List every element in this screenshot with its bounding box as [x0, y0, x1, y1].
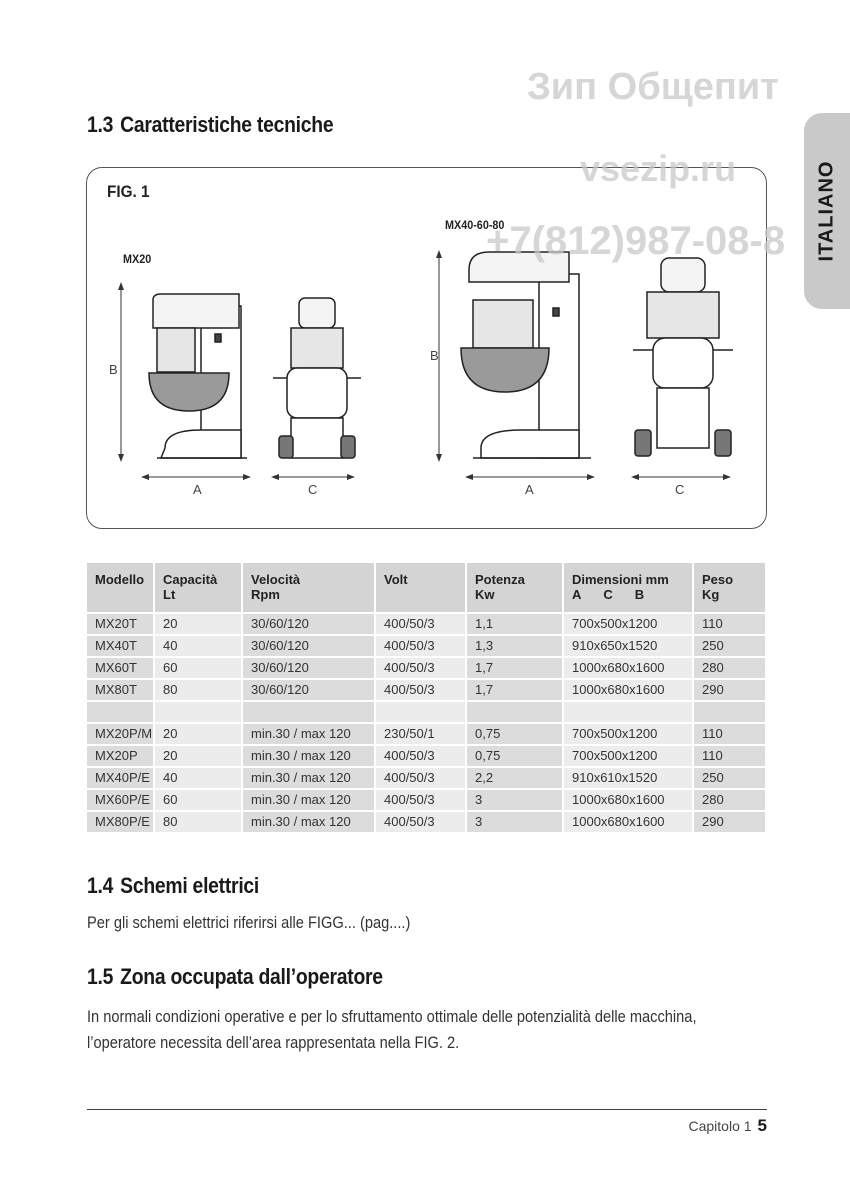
page-number: 5 — [757, 1116, 767, 1135]
col-header-dimensioni: Dimensioni mm A C B — [564, 563, 694, 614]
specs-table — [87, 563, 767, 834]
table-cell: 20 — [155, 724, 243, 746]
section-1-3-heading — [87, 112, 333, 138]
table-cell: 280 — [694, 790, 767, 812]
table-cell: 1,7 — [467, 658, 564, 680]
table-cell: 1,7 — [467, 680, 564, 702]
table-cell: 700x500x1200 — [564, 746, 694, 768]
table-cell: MX40P/E — [87, 768, 155, 790]
table-cell: 400/50/3 — [376, 768, 467, 790]
table-cell — [564, 702, 694, 724]
section-1-4-heading — [87, 873, 259, 899]
table-cell: 40 — [155, 768, 243, 790]
figure-label: FIG. 1 — [107, 182, 150, 201]
table-cell: 1,3 — [467, 636, 564, 658]
table-cell: 60 — [155, 658, 243, 680]
table-body — [87, 614, 767, 834]
table-cell: 1000x680x1600 — [564, 790, 694, 812]
table-cell: 400/50/3 — [376, 658, 467, 680]
table-row — [87, 614, 767, 636]
table-cell: MX80P/E — [87, 812, 155, 834]
table-cell: min.30 / max 120 — [243, 812, 376, 834]
table-cell: 3 — [467, 812, 564, 834]
section-1-5-text: In normali condizioni operative e per lo sfruttamento ottimale delle potenzialità delle macchina, l’operatore necessita dell’area rappresentata nella FIG. 2. — [87, 1007, 697, 1052]
section-title: Zona occupata dall’operatore — [120, 964, 383, 989]
table-cell: 250 — [694, 636, 767, 658]
col-header-potenza: Potenza Kw — [467, 563, 564, 614]
col-header-volt: Volt — [376, 563, 467, 614]
table-cell: 0,75 — [467, 724, 564, 746]
table-cell: 700x500x1200 — [564, 614, 694, 636]
table-cell: 400/50/3 — [376, 812, 467, 834]
table-row — [87, 658, 767, 680]
model-label-mx40-60-80: MX40-60-80 — [445, 218, 505, 232]
col-header-velocita: Velocità Rpm — [243, 563, 376, 614]
table-cell: MX20P — [87, 746, 155, 768]
table-cell: min.30 / max 120 — [243, 790, 376, 812]
table-cell: 30/60/120 — [243, 614, 376, 636]
table-cell: 1,1 — [467, 614, 564, 636]
table-cell — [694, 702, 767, 724]
table-cell: 400/50/3 — [376, 746, 467, 768]
watermark-line-1: Зип Общепит — [527, 66, 779, 108]
table-cell: 700x500x1200 — [564, 724, 694, 746]
table-cell: 3 — [467, 790, 564, 812]
mx40-front-view — [633, 258, 733, 456]
table-cell: 0,75 — [467, 746, 564, 768]
table-cell: 290 — [694, 680, 767, 702]
table-cell: min.30 / max 120 — [243, 768, 376, 790]
table-header-row — [87, 563, 767, 614]
section-number: 1.5 — [87, 964, 114, 989]
footer-rule — [87, 1109, 767, 1110]
table-cell — [87, 702, 155, 724]
table-cell: MX80T — [87, 680, 155, 702]
dim-a-label-mx40: A — [525, 482, 534, 497]
section-title: Schemi elettrici — [120, 873, 260, 898]
section-1-5-heading — [87, 964, 383, 990]
dim-c-label-mx40: C — [675, 482, 685, 497]
section-number: 1.4 — [87, 873, 114, 898]
table-row — [87, 724, 767, 746]
table-cell: 280 — [694, 658, 767, 680]
col-header-capacita: Capacità Lt — [155, 563, 243, 614]
table-cell: MX20T — [87, 614, 155, 636]
dim-b-label-mx40: B — [430, 348, 439, 363]
model-label-mx20: MX20 — [123, 252, 152, 266]
table-cell: MX60P/E — [87, 790, 155, 812]
table-cell: 2,2 — [467, 768, 564, 790]
table-cell: 80 — [155, 812, 243, 834]
table-row — [87, 746, 767, 768]
dim-c-label-mx20: C — [308, 482, 318, 497]
table-cell: 20 — [155, 746, 243, 768]
table-cell: 60 — [155, 790, 243, 812]
table-cell: MX20P/M — [87, 724, 155, 746]
table-cell: 250 — [694, 768, 767, 790]
table-cell: 1000x680x1600 — [564, 658, 694, 680]
mx40-side-view — [461, 252, 591, 458]
table-cell — [155, 702, 243, 724]
table-cell: 290 — [694, 812, 767, 834]
table-cell — [376, 702, 467, 724]
col-header-peso: Peso Kg — [694, 563, 767, 614]
table-cell: 400/50/3 — [376, 636, 467, 658]
dim-b-label-mx20: B — [109, 362, 118, 377]
chapter-label: Capitolo 1 — [688, 1118, 752, 1134]
table-cell: min.30 / max 120 — [243, 746, 376, 768]
table-row — [87, 790, 767, 812]
table-cell: 1000x680x1600 — [564, 680, 694, 702]
language-tab-label: ITALIANO — [815, 160, 838, 262]
section-title: Caratteristiche tecniche — [120, 112, 334, 137]
page-footer — [688, 1116, 767, 1136]
table-cell: 110 — [694, 724, 767, 746]
mx20-front-view — [273, 298, 361, 458]
table-row — [87, 702, 767, 724]
table-cell: MX60T — [87, 658, 155, 680]
table-row — [87, 680, 767, 702]
table-cell: 110 — [694, 746, 767, 768]
table-cell: 30/60/120 — [243, 636, 376, 658]
watermark-line-3: +7(812)987-08-8 — [486, 219, 786, 263]
table-cell: 400/50/3 — [376, 614, 467, 636]
table-cell: 30/60/120 — [243, 658, 376, 680]
table-cell: 110 — [694, 614, 767, 636]
table-cell: min.30 / max 120 — [243, 724, 376, 746]
table-cell: 230/50/1 — [376, 724, 467, 746]
table-cell: 40 — [155, 636, 243, 658]
table-cell: 910x610x1520 — [564, 768, 694, 790]
table-row — [87, 812, 767, 834]
table-cell: MX40T — [87, 636, 155, 658]
section-number: 1.3 — [87, 112, 114, 137]
table-row — [87, 636, 767, 658]
section-1-4-text: Per gli schemi elettrici riferirsi alle FIGG... (pag....) — [87, 913, 411, 932]
table-cell: 1000x680x1600 — [564, 812, 694, 834]
table-cell — [243, 702, 376, 724]
dim-a-label-mx20: A — [193, 482, 202, 497]
table-cell: 30/60/120 — [243, 680, 376, 702]
mx20-side-view — [149, 294, 247, 458]
table-cell: 400/50/3 — [376, 790, 467, 812]
table-cell: 80 — [155, 680, 243, 702]
col-header-modello: Modello — [87, 563, 155, 614]
language-tab — [804, 113, 850, 309]
table-cell: 20 — [155, 614, 243, 636]
table-row — [87, 768, 767, 790]
table-cell: 400/50/3 — [376, 680, 467, 702]
table-cell — [467, 702, 564, 724]
table-cell: 910x650x1520 — [564, 636, 694, 658]
watermark-line-2: vsezip.ru — [580, 148, 737, 189]
